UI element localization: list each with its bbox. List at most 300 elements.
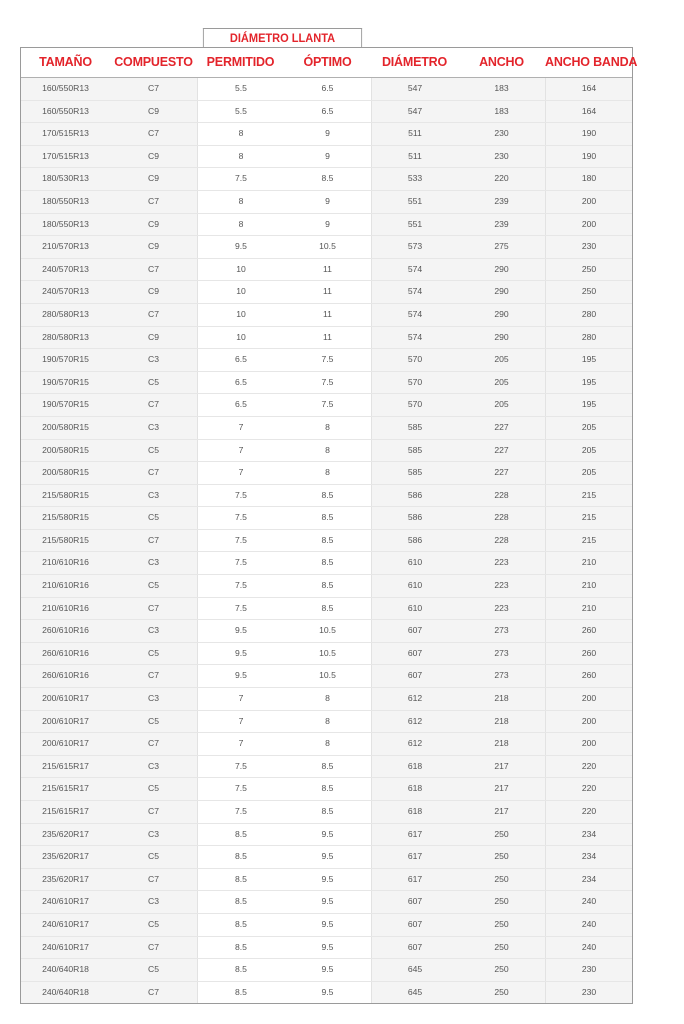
cell-tread-width: 215 bbox=[545, 507, 632, 529]
cell-compound: C7 bbox=[110, 801, 197, 823]
cell-allowed: 8.5 bbox=[197, 959, 284, 981]
cell-diameter: 585 bbox=[371, 417, 458, 439]
cell-tread-width: 220 bbox=[545, 778, 632, 800]
cell-diameter: 570 bbox=[371, 349, 458, 371]
table-row bbox=[21, 937, 632, 960]
cell-optimal: 8.5 bbox=[284, 801, 371, 823]
cell-optimal: 8.5 bbox=[284, 598, 371, 620]
cell-optimal: 9.5 bbox=[284, 937, 371, 959]
cell-tread-width: 240 bbox=[545, 891, 632, 913]
cell-diameter: 618 bbox=[371, 756, 458, 778]
cell-diameter: 617 bbox=[371, 846, 458, 868]
table-row bbox=[21, 485, 632, 508]
table-header-row bbox=[21, 48, 638, 78]
cell-compound: C5 bbox=[110, 440, 197, 462]
cell-allowed: 10 bbox=[197, 327, 284, 349]
cell-optimal: 8.5 bbox=[284, 507, 371, 529]
cell-width: 205 bbox=[458, 372, 545, 394]
cell-size: 215/580R15 bbox=[21, 485, 110, 507]
cell-tread-width: 205 bbox=[545, 417, 632, 439]
cell-width: 239 bbox=[458, 214, 545, 236]
cell-diameter: 612 bbox=[371, 688, 458, 710]
cell-tread-width: 210 bbox=[545, 598, 632, 620]
cell-optimal: 9 bbox=[284, 146, 371, 168]
cell-compound: C3 bbox=[110, 620, 197, 642]
cell-compound: C9 bbox=[110, 327, 197, 349]
cell-allowed: 6.5 bbox=[197, 372, 284, 394]
table-row bbox=[21, 507, 632, 530]
table-row bbox=[21, 168, 632, 191]
cell-tread-width: 190 bbox=[545, 123, 632, 145]
column-header-optimal: ÓPTIMO bbox=[303, 55, 352, 69]
cell-optimal: 11 bbox=[284, 281, 371, 303]
cell-diameter: 585 bbox=[371, 462, 458, 484]
cell-optimal: 8 bbox=[284, 440, 371, 462]
cell-size: 190/570R15 bbox=[21, 349, 110, 371]
cell-width: 220 bbox=[458, 168, 545, 190]
cell-width: 250 bbox=[458, 982, 545, 1004]
cell-size: 215/580R15 bbox=[21, 530, 110, 552]
cell-optimal: 9.5 bbox=[284, 846, 371, 868]
table-row bbox=[21, 598, 632, 621]
cell-optimal: 8 bbox=[284, 688, 371, 710]
cell-size: 200/580R15 bbox=[21, 462, 110, 484]
table-row bbox=[21, 281, 632, 304]
cell-size: 215/615R17 bbox=[21, 778, 110, 800]
table-row bbox=[21, 665, 632, 688]
cell-compound: C5 bbox=[110, 507, 197, 529]
table-row bbox=[21, 778, 632, 801]
cell-allowed: 8.5 bbox=[197, 914, 284, 936]
cell-optimal: 9.5 bbox=[284, 824, 371, 846]
table-row bbox=[21, 462, 632, 485]
cell-allowed: 10 bbox=[197, 304, 284, 326]
cell-size: 235/620R17 bbox=[21, 846, 110, 868]
cell-diameter: 610 bbox=[371, 598, 458, 620]
cell-tread-width: 234 bbox=[545, 846, 632, 868]
cell-allowed: 6.5 bbox=[197, 394, 284, 416]
cell-compound: C9 bbox=[110, 168, 197, 190]
tire-spec-table bbox=[20, 47, 638, 1004]
cell-width: 223 bbox=[458, 575, 545, 597]
cell-optimal: 8.5 bbox=[284, 485, 371, 507]
cell-width: 275 bbox=[458, 236, 545, 258]
cell-size: 240/640R18 bbox=[21, 982, 110, 1004]
table-row bbox=[21, 417, 632, 440]
table-row bbox=[21, 236, 632, 259]
cell-tread-width: 220 bbox=[545, 801, 632, 823]
cell-allowed: 8.5 bbox=[197, 869, 284, 891]
cell-compound: C7 bbox=[110, 78, 197, 100]
cell-compound: C9 bbox=[110, 101, 197, 123]
cell-optimal: 8.5 bbox=[284, 575, 371, 597]
cell-compound: C7 bbox=[110, 530, 197, 552]
cell-diameter: 607 bbox=[371, 914, 458, 936]
cell-optimal: 9.5 bbox=[284, 869, 371, 891]
table-row bbox=[21, 394, 632, 417]
cell-size: 170/515R13 bbox=[21, 123, 110, 145]
cell-tread-width: 234 bbox=[545, 869, 632, 891]
column-header-tread-width: ANCHO BANDA bbox=[545, 55, 638, 69]
cell-optimal: 8 bbox=[284, 711, 371, 733]
cell-optimal: 11 bbox=[284, 304, 371, 326]
cell-tread-width: 180 bbox=[545, 168, 632, 190]
cell-tread-width: 164 bbox=[545, 78, 632, 100]
cell-diameter: 618 bbox=[371, 801, 458, 823]
cell-tread-width: 195 bbox=[545, 349, 632, 371]
table-row bbox=[21, 101, 632, 124]
cell-width: 217 bbox=[458, 778, 545, 800]
table-row bbox=[21, 78, 632, 101]
cell-size: 215/615R17 bbox=[21, 801, 110, 823]
cell-width: 218 bbox=[458, 688, 545, 710]
cell-size: 280/580R13 bbox=[21, 327, 110, 349]
cell-allowed: 7 bbox=[197, 711, 284, 733]
cell-size: 200/580R15 bbox=[21, 417, 110, 439]
cell-diameter: 617 bbox=[371, 869, 458, 891]
table-row bbox=[21, 756, 632, 779]
cell-compound: C3 bbox=[110, 824, 197, 846]
cell-size: 200/610R17 bbox=[21, 688, 110, 710]
cell-width: 228 bbox=[458, 507, 545, 529]
cell-allowed: 8 bbox=[197, 146, 284, 168]
cell-optimal: 9.5 bbox=[284, 959, 371, 981]
cell-width: 273 bbox=[458, 643, 545, 665]
cell-width: 290 bbox=[458, 259, 545, 281]
cell-optimal: 11 bbox=[284, 327, 371, 349]
cell-compound: C9 bbox=[110, 214, 197, 236]
table-row bbox=[21, 733, 632, 756]
cell-compound: C7 bbox=[110, 259, 197, 281]
cell-compound: C7 bbox=[110, 462, 197, 484]
cell-optimal: 10.5 bbox=[284, 236, 371, 258]
cell-width: 227 bbox=[458, 440, 545, 462]
cell-allowed: 7 bbox=[197, 440, 284, 462]
cell-tread-width: 200 bbox=[545, 191, 632, 213]
cell-compound: C5 bbox=[110, 846, 197, 868]
cell-size: 260/610R16 bbox=[21, 643, 110, 665]
cell-compound: C7 bbox=[110, 733, 197, 755]
cell-diameter: 607 bbox=[371, 620, 458, 642]
cell-diameter: 574 bbox=[371, 327, 458, 349]
cell-diameter: 586 bbox=[371, 530, 458, 552]
cell-diameter: 586 bbox=[371, 485, 458, 507]
cell-tread-width: 260 bbox=[545, 665, 632, 687]
cell-tread-width: 220 bbox=[545, 756, 632, 778]
cell-allowed: 8 bbox=[197, 214, 284, 236]
cell-width: 228 bbox=[458, 485, 545, 507]
cell-compound: C5 bbox=[110, 372, 197, 394]
cell-allowed: 7.5 bbox=[197, 168, 284, 190]
cell-diameter: 618 bbox=[371, 778, 458, 800]
cell-size: 260/610R16 bbox=[21, 620, 110, 642]
cell-allowed: 8.5 bbox=[197, 891, 284, 913]
cell-size: 210/610R16 bbox=[21, 552, 110, 574]
cell-tread-width: 234 bbox=[545, 824, 632, 846]
cell-allowed: 7 bbox=[197, 733, 284, 755]
cell-tread-width: 210 bbox=[545, 552, 632, 574]
cell-size: 210/610R16 bbox=[21, 598, 110, 620]
cell-size: 180/550R13 bbox=[21, 214, 110, 236]
column-header-size: TAMAÑO bbox=[39, 55, 92, 69]
cell-compound: C9 bbox=[110, 281, 197, 303]
cell-optimal: 8 bbox=[284, 417, 371, 439]
cell-width: 250 bbox=[458, 959, 545, 981]
cell-size: 235/620R17 bbox=[21, 869, 110, 891]
cell-compound: C3 bbox=[110, 756, 197, 778]
cell-optimal: 7.5 bbox=[284, 372, 371, 394]
table-row bbox=[21, 620, 632, 643]
cell-width: 217 bbox=[458, 756, 545, 778]
cell-size: 210/570R13 bbox=[21, 236, 110, 258]
cell-allowed: 7.5 bbox=[197, 575, 284, 597]
cell-size: 190/570R15 bbox=[21, 394, 110, 416]
table-row bbox=[21, 259, 632, 282]
table-row bbox=[21, 304, 632, 327]
cell-optimal: 9 bbox=[284, 214, 371, 236]
cell-width: 250 bbox=[458, 891, 545, 913]
cell-compound: C5 bbox=[110, 711, 197, 733]
cell-compound: C7 bbox=[110, 123, 197, 145]
cell-diameter: 551 bbox=[371, 214, 458, 236]
cell-allowed: 7 bbox=[197, 688, 284, 710]
column-header-diameter: DIÁMETRO bbox=[381, 55, 448, 69]
cell-allowed: 10 bbox=[197, 281, 284, 303]
cell-tread-width: 240 bbox=[545, 914, 632, 936]
cell-tread-width: 164 bbox=[545, 101, 632, 123]
table-row bbox=[21, 846, 632, 869]
cell-compound: C7 bbox=[110, 665, 197, 687]
cell-compound: C9 bbox=[110, 146, 197, 168]
cell-tread-width: 260 bbox=[545, 643, 632, 665]
cell-diameter: 574 bbox=[371, 304, 458, 326]
table-row bbox=[21, 914, 632, 937]
cell-allowed: 9.5 bbox=[197, 620, 284, 642]
cell-width: 273 bbox=[458, 620, 545, 642]
cell-compound: C5 bbox=[110, 575, 197, 597]
cell-compound: C5 bbox=[110, 643, 197, 665]
cell-size: 235/620R17 bbox=[21, 824, 110, 846]
cell-compound: C3 bbox=[110, 552, 197, 574]
cell-width: 239 bbox=[458, 191, 545, 213]
cell-compound: C7 bbox=[110, 394, 197, 416]
cell-diameter: 585 bbox=[371, 440, 458, 462]
cell-allowed: 7.5 bbox=[197, 598, 284, 620]
cell-optimal: 7.5 bbox=[284, 349, 371, 371]
cell-allowed: 8.5 bbox=[197, 846, 284, 868]
cell-tread-width: 230 bbox=[545, 959, 632, 981]
cell-diameter: 612 bbox=[371, 711, 458, 733]
table-row bbox=[21, 123, 632, 146]
table-row bbox=[21, 191, 632, 214]
cell-tread-width: 240 bbox=[545, 937, 632, 959]
cell-allowed: 7.5 bbox=[197, 485, 284, 507]
cell-allowed: 6.5 bbox=[197, 349, 284, 371]
cell-diameter: 533 bbox=[371, 168, 458, 190]
cell-width: 183 bbox=[458, 78, 545, 100]
cell-diameter: 586 bbox=[371, 507, 458, 529]
cell-allowed: 7.5 bbox=[197, 530, 284, 552]
cell-optimal: 9.5 bbox=[284, 982, 371, 1004]
cell-width: 228 bbox=[458, 530, 545, 552]
cell-compound: C3 bbox=[110, 688, 197, 710]
cell-compound: C7 bbox=[110, 191, 197, 213]
cell-tread-width: 280 bbox=[545, 304, 632, 326]
cell-size: 240/640R18 bbox=[21, 959, 110, 981]
cell-width: 227 bbox=[458, 462, 545, 484]
cell-size: 210/610R16 bbox=[21, 575, 110, 597]
cell-width: 183 bbox=[458, 101, 545, 123]
cell-optimal: 9.5 bbox=[284, 914, 371, 936]
cell-size: 200/610R17 bbox=[21, 711, 110, 733]
cell-width: 250 bbox=[458, 937, 545, 959]
cell-allowed: 7 bbox=[197, 417, 284, 439]
cell-allowed: 9.5 bbox=[197, 236, 284, 258]
cell-width: 223 bbox=[458, 552, 545, 574]
cell-tread-width: 200 bbox=[545, 733, 632, 755]
cell-tread-width: 215 bbox=[545, 530, 632, 552]
cell-compound: C3 bbox=[110, 349, 197, 371]
cell-diameter: 570 bbox=[371, 394, 458, 416]
cell-diameter: 511 bbox=[371, 146, 458, 168]
cell-allowed: 5.5 bbox=[197, 78, 284, 100]
cell-size: 260/610R16 bbox=[21, 665, 110, 687]
cell-width: 230 bbox=[458, 123, 545, 145]
table-row bbox=[21, 146, 632, 169]
cell-optimal: 8.5 bbox=[284, 552, 371, 574]
cell-tread-width: 200 bbox=[545, 711, 632, 733]
cell-width: 218 bbox=[458, 733, 545, 755]
cell-tread-width: 190 bbox=[545, 146, 632, 168]
cell-diameter: 645 bbox=[371, 959, 458, 981]
table-row bbox=[21, 869, 632, 892]
cell-width: 250 bbox=[458, 846, 545, 868]
cell-compound: C5 bbox=[110, 778, 197, 800]
cell-compound: C7 bbox=[110, 869, 197, 891]
cell-allowed: 7.5 bbox=[197, 778, 284, 800]
cell-optimal: 8.5 bbox=[284, 168, 371, 190]
column-header-compound: COMPUESTO bbox=[114, 55, 193, 69]
cell-diameter: 607 bbox=[371, 937, 458, 959]
cell-width: 273 bbox=[458, 665, 545, 687]
cell-optimal: 7.5 bbox=[284, 394, 371, 416]
table-row bbox=[21, 214, 632, 237]
cell-width: 250 bbox=[458, 914, 545, 936]
cell-tread-width: 230 bbox=[545, 236, 632, 258]
table-row bbox=[21, 711, 632, 734]
table-row bbox=[21, 530, 632, 553]
cell-optimal: 8 bbox=[284, 733, 371, 755]
table-row bbox=[21, 891, 632, 914]
cell-size: 180/550R13 bbox=[21, 191, 110, 213]
cell-diameter: 511 bbox=[371, 123, 458, 145]
cell-compound: C5 bbox=[110, 914, 197, 936]
cell-allowed: 7.5 bbox=[197, 552, 284, 574]
cell-diameter: 610 bbox=[371, 552, 458, 574]
cell-allowed: 7.5 bbox=[197, 801, 284, 823]
cell-compound: C5 bbox=[110, 959, 197, 981]
cell-diameter: 607 bbox=[371, 643, 458, 665]
cell-size: 170/515R13 bbox=[21, 146, 110, 168]
cell-width: 227 bbox=[458, 417, 545, 439]
cell-tread-width: 205 bbox=[545, 440, 632, 462]
cell-size: 200/580R15 bbox=[21, 440, 110, 462]
cell-optimal: 6.5 bbox=[284, 78, 371, 100]
cell-width: 205 bbox=[458, 349, 545, 371]
cell-diameter: 547 bbox=[371, 101, 458, 123]
cell-diameter: 607 bbox=[371, 891, 458, 913]
cell-width: 290 bbox=[458, 327, 545, 349]
cell-size: 160/550R13 bbox=[21, 101, 110, 123]
cell-size: 240/610R17 bbox=[21, 914, 110, 936]
cell-optimal: 8 bbox=[284, 462, 371, 484]
column-header-allowed: PERMITIDO bbox=[206, 55, 275, 69]
cell-size: 240/570R13 bbox=[21, 281, 110, 303]
cell-allowed: 7.5 bbox=[197, 756, 284, 778]
cell-allowed: 7 bbox=[197, 462, 284, 484]
cell-diameter: 574 bbox=[371, 259, 458, 281]
cell-tread-width: 200 bbox=[545, 688, 632, 710]
cell-size: 240/570R13 bbox=[21, 259, 110, 281]
cell-optimal: 8.5 bbox=[284, 756, 371, 778]
cell-optimal: 6.5 bbox=[284, 101, 371, 123]
cell-diameter: 645 bbox=[371, 982, 458, 1004]
cell-width: 218 bbox=[458, 711, 545, 733]
cell-compound: C3 bbox=[110, 891, 197, 913]
cell-diameter: 617 bbox=[371, 824, 458, 846]
table-body bbox=[21, 78, 632, 1003]
cell-optimal: 8.5 bbox=[284, 530, 371, 552]
cell-diameter: 570 bbox=[371, 372, 458, 394]
cell-allowed: 9.5 bbox=[197, 643, 284, 665]
cell-tread-width: 195 bbox=[545, 372, 632, 394]
cell-compound: C7 bbox=[110, 982, 197, 1004]
cell-compound: C3 bbox=[110, 485, 197, 507]
table-row bbox=[21, 801, 632, 824]
cell-optimal: 9.5 bbox=[284, 891, 371, 913]
cell-diameter: 612 bbox=[371, 733, 458, 755]
cell-tread-width: 260 bbox=[545, 620, 632, 642]
cell-size: 280/580R13 bbox=[21, 304, 110, 326]
cell-tread-width: 210 bbox=[545, 575, 632, 597]
cell-allowed: 8.5 bbox=[197, 982, 284, 1004]
cell-size: 200/610R17 bbox=[21, 733, 110, 755]
cell-optimal: 8.5 bbox=[284, 778, 371, 800]
table-row bbox=[21, 372, 632, 395]
table-row bbox=[21, 959, 632, 982]
cell-diameter: 551 bbox=[371, 191, 458, 213]
cell-tread-width: 250 bbox=[545, 281, 632, 303]
cell-width: 250 bbox=[458, 869, 545, 891]
cell-size: 190/570R15 bbox=[21, 372, 110, 394]
cell-allowed: 8.5 bbox=[197, 937, 284, 959]
table-row bbox=[21, 327, 632, 350]
cell-diameter: 610 bbox=[371, 575, 458, 597]
cell-tread-width: 215 bbox=[545, 485, 632, 507]
cell-width: 217 bbox=[458, 801, 545, 823]
cell-allowed: 8 bbox=[197, 191, 284, 213]
cell-optimal: 9 bbox=[284, 123, 371, 145]
cell-diameter: 573 bbox=[371, 236, 458, 258]
table-row bbox=[21, 824, 632, 847]
cell-size: 215/615R17 bbox=[21, 756, 110, 778]
cell-compound: C7 bbox=[110, 598, 197, 620]
cell-allowed: 7.5 bbox=[197, 507, 284, 529]
cell-allowed: 9.5 bbox=[197, 665, 284, 687]
cell-width: 205 bbox=[458, 394, 545, 416]
cell-allowed: 8 bbox=[197, 123, 284, 145]
cell-width: 230 bbox=[458, 146, 545, 168]
